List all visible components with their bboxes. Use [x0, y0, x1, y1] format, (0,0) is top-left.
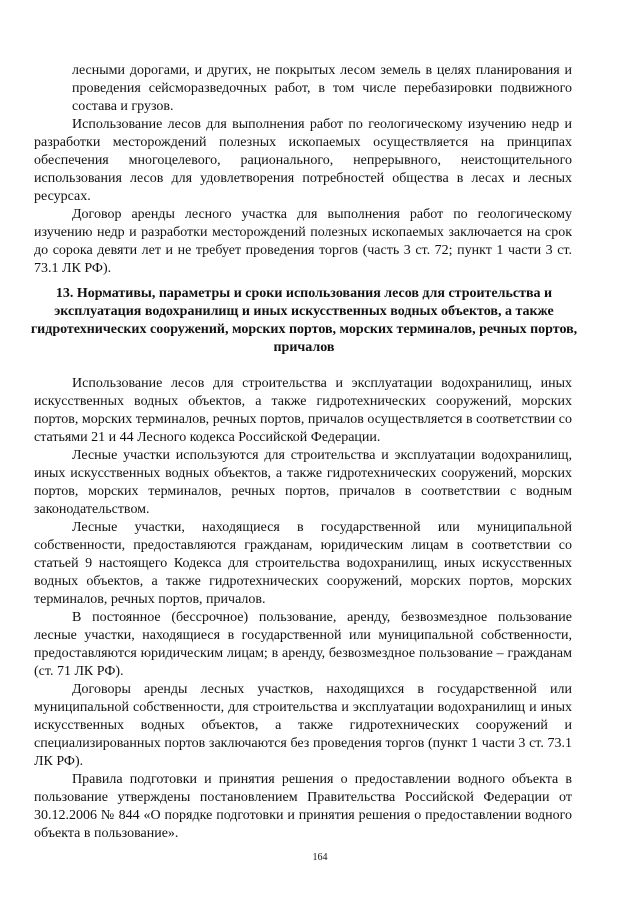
paragraph: Правила подготовки и принятия решения о предоставлении водного объекта в пользование утверждены постановлением Правительства Российской Федерации от 30.12.2006 № 844 «О порядке подготовки и принятия решения о предоставлении водного объекта в пользование».	[34, 772, 572, 841]
paragraph: Использование лесов для строительства и эксплуатации водохранилищ, иных искусственных водных объектов, а также гидротехнических сооружений, морских портов, морских терминалов, речных портов, причалов осуществляется в соответствии со статьями 21 и 44 Лесного кодекса Российской Федерации.	[34, 376, 572, 445]
continuation-paragraph: лесными дорогами, и других, не покрытых лесом земель в целях планирования и проведения сейсморазведочных работ, в том числе перебазировки подвижного состава и грузов.	[72, 63, 572, 114]
page-number: 164	[312, 852, 328, 863]
section-body	[34, 375, 572, 843]
intro-text	[34, 62, 572, 278]
paragraph: Использование лесов для выполнения работ по геологическому изучению недр и разработки месторождений полезных ископаемых осуществляется на принципах обеспечения многоцелевого, рационального, непрерывного, неистощительного использования лесов для удовлетворения потребностей общества в лесах и лесных ресурсах.	[34, 117, 572, 204]
paragraph: Договоры аренды лесных участков, находящихся в государственной или муниципальной собственности, для строительства и эксплуатации водохранилищ и иных искусственных водных объектов, а также гидротехнических сооружений и специализированных портов заключаются без проведения торгов (пункт 1 части 3 ст. 73.1 ЛК РФ).	[34, 682, 572, 769]
paragraph: Лесные участки используются для строительства и эксплуатации водохранилищ, иных искусственных водных объектов, а также гидротехнических сооружений, морских портов, морских терминалов, речных портов, причалов в соответствии с водным законодательством.	[34, 448, 572, 517]
paragraph: Лесные участки, находящиеся в государственной или муниципальной собственности, предоставляются гражданам, юридическим лицам в соответствии со статьей 9 настоящего Кодекса для строительства водохранилищ, иных искусственных водных объектов, а также гидротехнических сооружений, морских портов, морских терминалов, речных портов, причалов.	[34, 520, 572, 607]
section-heading: 13. Нормативы, параметры и сроки использования лесов для строительства и эксплуатация водохранилищ и иных искусственных водных объектов, а также гидротехнических сооружений, морских портов, морских терминалов, речных портов, причалов	[30, 286, 578, 355]
paragraph: Договор аренды лесного участка для выполнения работ по геологическому изучению недр и разработки месторождений полезных ископаемых заключается на срок до сорока девяти лет и не требует проведения торгов (часть 3 ст. 72; пункт 1 части 3 ст. 73.1 ЛК РФ).	[34, 207, 572, 276]
paragraph: В постоянное (бессрочное) пользование, аренду, безвозмездное пользование лесные участки, находящиеся в государственной или муниципальной собственности, предоставляются юридическим лицам; в аренду, безвозмездное пользование – гражданам (ст. 71 ЛК РФ).	[34, 610, 572, 679]
